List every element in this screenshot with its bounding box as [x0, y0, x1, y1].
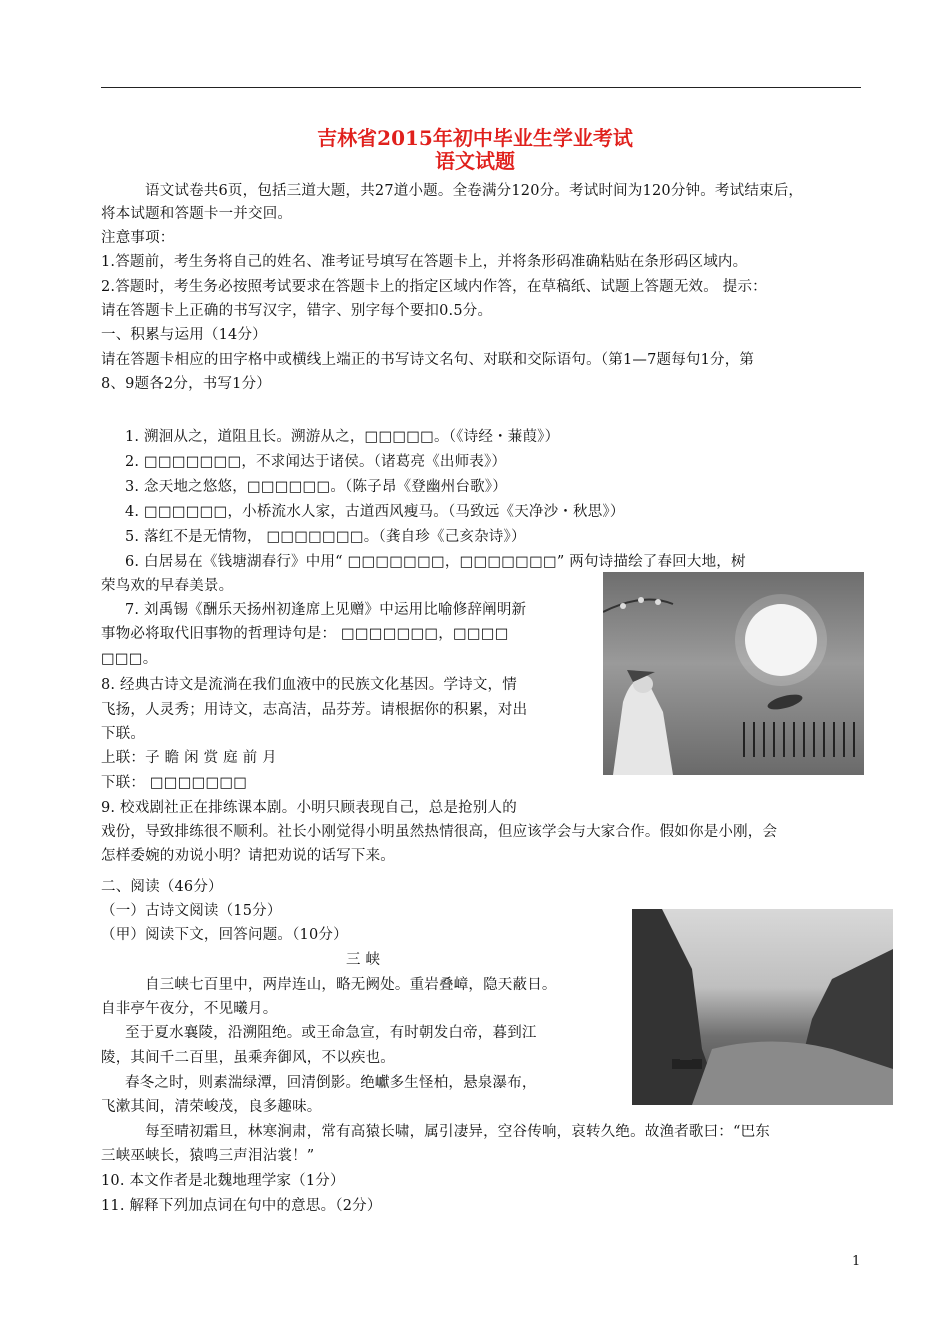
- intro-line-2: 将本试题和答题卡一并交回。: [101, 206, 293, 222]
- passage-line-7: 每至晴初霜旦，林寒涧肃，常有高猿长啸，属引凄异，空谷传响，哀转久绝。故渔者歌曰：“巴东: [145, 1124, 771, 1140]
- three-gorges-landscape-icon: [632, 909, 893, 1105]
- question-8-line-2: 飞扬，人灵秀；用诗文，志高洁，品芬芳。请根据你的积累，对出: [101, 702, 528, 718]
- question-8-lower-couplet: 下联： □□□□□□□: [101, 775, 248, 791]
- question-9-line-2: 戏份，导致排练很不顺利。社长小刚觉得小明虽然热情很高，但应该学会与大家合作。假如你是小刚，会: [101, 824, 778, 840]
- section1-instruction-1: 请在答题卡相应的田字格中或横线上端正的书写诗文名句、对联和交际语句。（第1—7题每句1分，第: [101, 352, 755, 368]
- header-rule: [101, 87, 861, 88]
- question-9-line-3: 怎样委婉的劝说小明？请把劝说的话写下来。: [101, 848, 395, 864]
- question-4: 4. □□□□□□，小桥流水人家，古道西风瘦马。（马致远《天净沙・秋思》）: [125, 504, 625, 520]
- passage-line-8: 三峡巫峡长，猿鸣三声泪沾裳！”: [101, 1148, 315, 1164]
- question-2: 2. □□□□□□□，不求闻达于诸侯。（诸葛亮《出师表》）: [125, 454, 507, 470]
- notes-line-3: 请在答题卡上正确的书写汉字，错字、别字每个要扣0.5分。: [101, 303, 493, 319]
- section1-instruction-2: 8、9题各2分，书写1分）: [101, 376, 272, 392]
- question-9-line-1: 9. 校戏剧社正在排练课本剧。小明只顾表现自己，总是抢别人的: [101, 800, 517, 816]
- page-number: 1: [852, 1254, 861, 1269]
- passage-line-5: 春冬之时，则素湍绿潭，回清倒影。绝巘多生怪柏，悬泉瀑布，: [125, 1075, 537, 1091]
- question-11: 11. 解释下列加点词在句中的意思。（2分）: [101, 1198, 382, 1214]
- section1-heading: 一、积累与运用（14分）: [101, 327, 267, 343]
- passage-line-2: 自非亭午夜分，不见曦月。: [101, 1001, 278, 1017]
- moon-poet-illustration-icon: [603, 572, 864, 775]
- question-7-line-2: 事物必将取代旧事物的哲理诗句是： □□□□□□□，□□□□: [101, 626, 509, 642]
- question-1: 1. 溯洄从之，道阻且长。溯游从之，□□□□□。（《诗经・蒹葭》）: [125, 429, 560, 445]
- passage-line-4: 陵，其间千二百里，虽乘奔御风，不以疾也。: [101, 1050, 395, 1066]
- question-7-line-1: 7. 刘禹锡《酬乐天扬州初逢席上见赠》中运用比喻修辞阐明新: [125, 602, 527, 618]
- passage-line-6: 飞漱其间，清荣峻茂，良多趣味。: [101, 1099, 322, 1115]
- notes-line-1: 1.答题前，考生务将自己的姓名、准考证号填写在答题卡上，并将条形码准确粘贴在条形码区域内。: [101, 254, 748, 270]
- exam-title: 吉林省2015年初中毕业生学业考试: [317, 126, 633, 150]
- notes-line-2: 2.答题时，考生务必按照考试要求在答题卡上的指定区域内作答，在草稿纸、试题上答题无效。 提示：: [101, 279, 767, 295]
- question-7-line-3: □□□。: [101, 651, 158, 667]
- question-6: 6. 白居易在《钱塘湖春行》中用“ □□□□□□□，□□□□□□□” 两句诗描绘了春回大地，树: [125, 554, 746, 570]
- question-8-upper-couplet: 上联：子 瞻 闲 赏 庭 前 月: [101, 750, 277, 766]
- question-10: 10. 本文作者是北魏地理学家（1分）: [101, 1173, 345, 1189]
- section2-sub1: （一）古诗文阅读（15分）: [101, 903, 282, 919]
- passage-line-3: 至于夏水襄陵，沿溯阻绝。或王命急宣，有时朝发白帝，暮到江: [125, 1025, 537, 1041]
- intro-line-1: 语文试卷共6页，包括三道大题，共27道小题。全卷满分120分。考试时间为120分钟。考试结束后，: [145, 183, 804, 199]
- passage-line-1: 自三峡七百里中，两岸连山，略无阙处。重岩叠嶂，隐天蔽日。: [145, 977, 557, 993]
- passage-title: 三 峡: [346, 952, 381, 968]
- notes-heading: 注意事项：: [101, 230, 175, 246]
- question-6-cont: 荣鸟欢的早春美景。: [101, 578, 234, 594]
- section2-sub-a: （甲）阅读下文，回答问题。（10分）: [101, 927, 348, 943]
- question-8-line-1: 8. 经典古诗文是流淌在我们血液中的民族文化基因。学诗文，情: [101, 677, 517, 693]
- question-3: 3. 念天地之悠悠，□□□□□□。（陈子昂《登幽州台歌》）: [125, 479, 507, 495]
- section2-heading: 二、阅读（46分）: [101, 879, 223, 895]
- question-8-line-3: 下联。: [101, 726, 146, 742]
- exam-subtitle: 语文试题: [435, 149, 515, 173]
- question-5: 5. 落红不是无情物， □□□□□□□。（龚自珍《己亥杂诗》）: [125, 529, 526, 545]
